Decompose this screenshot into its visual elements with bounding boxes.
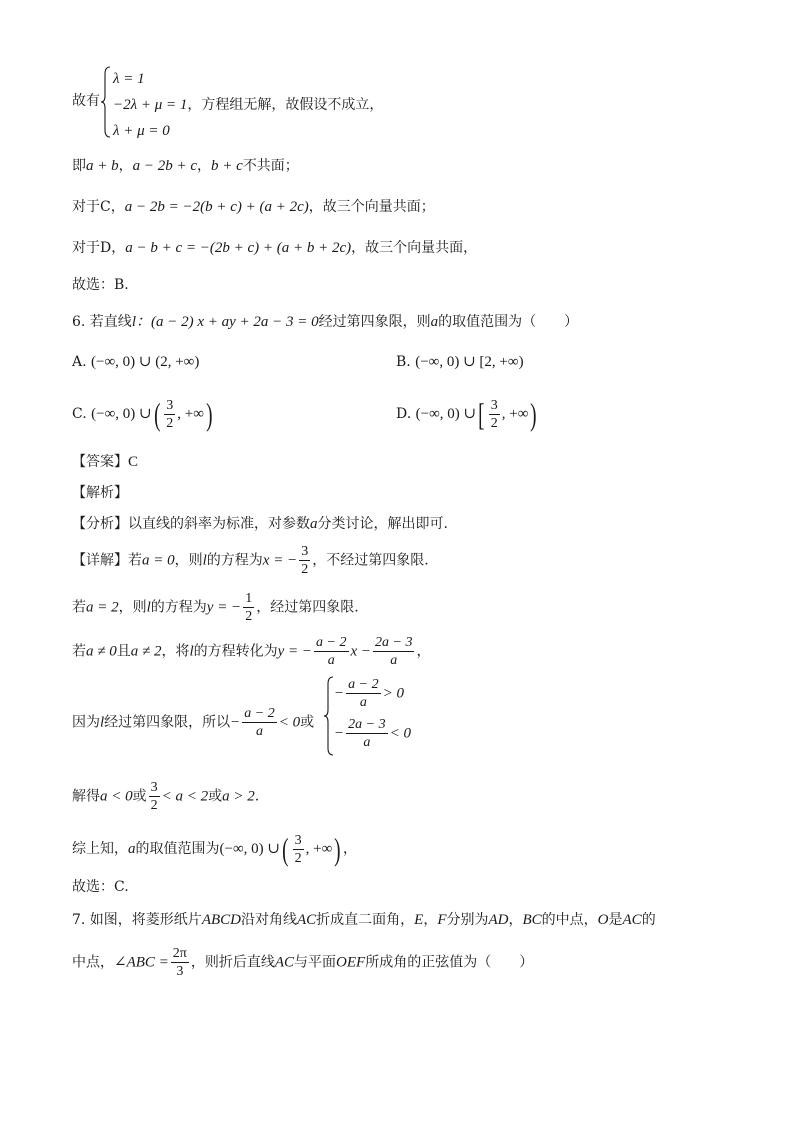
option-c-label: C. bbox=[72, 406, 87, 422]
fraction-2pi-3: $\frac{2\pi}{3}$ bbox=[172, 946, 187, 979]
detail-line-6: 综上知，a的取值范围为(−∞, 0) ∪( $\frac{3}{2}$ , +∞) ， bbox=[72, 831, 357, 867]
detail-line-4: 因为l经过第四象限，所以− $\frac{a - 2}{a}$ < 0或 bbox=[72, 706, 315, 739]
fraction-3-2-b: $\frac{3}{2}$ bbox=[150, 780, 158, 813]
option-d-prefix: 对于D， bbox=[72, 240, 126, 256]
system-line bbox=[72, 91, 100, 111]
system-equations bbox=[113, 66, 383, 144]
brace-icon bbox=[101, 66, 111, 138]
inequality-system bbox=[334, 676, 411, 756]
vector-sum-1: a + b bbox=[86, 158, 119, 174]
right-paren: ) bbox=[206, 396, 213, 432]
option-c-prefix: 对于C， bbox=[72, 199, 125, 215]
right-paren: ) bbox=[334, 831, 341, 867]
left-paren: ( bbox=[153, 396, 161, 432]
option-a bbox=[72, 352, 199, 372]
analysis-tag: 【解析】 bbox=[72, 485, 128, 501]
select-c: 故选：C. bbox=[72, 879, 129, 895]
q6-equation: ：(a − 2) x + ay + 2a − 3 = 0 bbox=[135, 314, 319, 330]
detail-cond-2: a = 2 bbox=[86, 599, 119, 616]
fraction-intercept: $\frac{2a - 3}{a}$ bbox=[375, 635, 413, 668]
equation-2: −2λ + μ = 1，方程组无解，故假设不成立， bbox=[113, 97, 384, 113]
equation-1: λ = 1 bbox=[113, 71, 145, 87]
noncoplanar-line: 即a + b，a − 2b + c，b + c不共面； bbox=[72, 158, 299, 174]
detail-line-3: 若a ≠ 0且a ≠ 2，将l的方程转化为y = − $\frac{a - 2}{a}$ x − $\frac{2a - 3}{a}$ ， bbox=[72, 635, 431, 668]
question-7-line-1: 7. 如图，将菱形纸片ABCD沿对角线AC折成直二面角，E，F分别为AD，BC的中点，O是AC的 bbox=[72, 912, 656, 928]
fenxi-text-post: 分类讨论，解出即可. bbox=[317, 516, 448, 532]
q6-number: 6. 若直线 bbox=[72, 314, 132, 330]
question-7-line-2: 中点，∠ABC = $\frac{2\pi}{3}$ ，则折后直线AC与平面OEF所成角的正弦值为（ ） bbox=[72, 946, 534, 979]
vector-sum-3: b + c bbox=[211, 158, 243, 174]
detail-cond-1: a = 0 bbox=[142, 552, 175, 569]
fraction-slope-2: $\frac{a - 2}{a}$ bbox=[244, 706, 275, 739]
fraction-1-2: $\frac{1}{2}$ bbox=[245, 591, 253, 624]
right-paren: ) bbox=[530, 396, 537, 432]
answer-line bbox=[72, 452, 138, 472]
option-c-post: , +∞ bbox=[177, 406, 204, 422]
fenxi-var: a bbox=[310, 516, 318, 532]
detail-line-5: 解得a < 0或 $\frac{3}{2}$ < a < 2或a > 2. bbox=[72, 780, 260, 813]
system-brace-2 bbox=[324, 676, 334, 756]
q6-var: a bbox=[430, 314, 439, 330]
option-d-analysis bbox=[72, 238, 477, 258]
option-d-pre: (−∞, 0) ∪ bbox=[415, 406, 477, 422]
system-brace bbox=[101, 66, 111, 138]
q6-line-name: l bbox=[131, 314, 136, 330]
option-b bbox=[396, 352, 524, 372]
option-b-text: (−∞, 0) ∪ [2, +∞) bbox=[415, 354, 524, 370]
option-d-label: D. bbox=[396, 406, 412, 422]
answer-value: C bbox=[128, 454, 139, 470]
fenxi-text-pre: 以直线的斜率为标准，对参数 bbox=[128, 516, 310, 532]
fraction-3-2: $\frac{3}{2}$ bbox=[301, 544, 309, 577]
detail-eq-2: y = − bbox=[206, 599, 242, 616]
left-paren: ( bbox=[282, 831, 289, 867]
detail-line-2: 若a = 2，则l的方程为y = − $\frac{1}{2}$ ，经过第四象限. bbox=[72, 591, 359, 624]
equation-3: λ + μ = 0 bbox=[113, 123, 170, 139]
detail-eq-1: x = − bbox=[262, 552, 298, 569]
option-c-fraction: $\frac{3}{2}$ bbox=[166, 397, 174, 431]
noncoplanar-suffix: 不共面； bbox=[242, 158, 299, 174]
fenxi-line bbox=[72, 514, 448, 534]
fenxi-tag: 【分析】 bbox=[72, 516, 128, 532]
option-d-suffix: ，故三个向量共面， bbox=[351, 240, 478, 256]
left-bracket: [ bbox=[478, 396, 485, 432]
question-6-stem bbox=[72, 312, 578, 332]
vector-sum-2: a − 2b + c bbox=[132, 158, 198, 174]
option-d bbox=[396, 396, 539, 432]
option-a-text: (−∞, 0) ∪ (2, +∞) bbox=[91, 354, 200, 370]
option-c bbox=[72, 396, 215, 432]
system-prefix: 故有 bbox=[72, 93, 100, 109]
detail-tag: 【详解】 bbox=[72, 552, 128, 569]
option-c-expression: a − 2b = −2(b + c) + (a + 2c) bbox=[124, 199, 309, 215]
option-a-label: A. bbox=[72, 354, 87, 370]
q6-stem-mid: 经过第四象限，则 bbox=[318, 314, 431, 330]
option-c-pre: (−∞, 0) ∪ bbox=[91, 406, 152, 422]
brace-icon bbox=[324, 676, 334, 756]
option-b-label: B. bbox=[396, 354, 411, 370]
answer-tag: 【答案】 bbox=[72, 454, 128, 470]
fraction-3-2-c: $\frac{3}{2}$ bbox=[294, 832, 302, 866]
inequality-2: − $\frac{2a - 3}{a}$ < 0 bbox=[334, 717, 411, 750]
system-suffix: ，方程组无解，故假设不成立， bbox=[187, 97, 384, 113]
noncoplanar-prefix: 即 bbox=[72, 158, 86, 174]
select-b: 故选：B. bbox=[72, 277, 129, 293]
q6-stem-suffix: 的取值范围为（ ） bbox=[438, 314, 579, 330]
option-c-suffix: ，故三个向量共面； bbox=[308, 199, 435, 215]
option-d-post: , +∞ bbox=[501, 406, 529, 422]
fraction-slope: $\frac{a - 2}{a}$ bbox=[316, 635, 347, 668]
option-d-expression: a − b + c = −(2b + c) + (a + b + 2c) bbox=[125, 240, 352, 256]
inequality-1: − $\frac{a - 2}{a}$ > 0 bbox=[334, 677, 404, 710]
option-d-fraction: $\frac{3}{2}$ bbox=[490, 397, 498, 431]
option-c-analysis bbox=[72, 197, 435, 217]
detail-line-1: 【详解】若a = 0，则l的方程为x = − $\frac{3}{2}$ ，不经过第四象限. bbox=[72, 544, 429, 577]
